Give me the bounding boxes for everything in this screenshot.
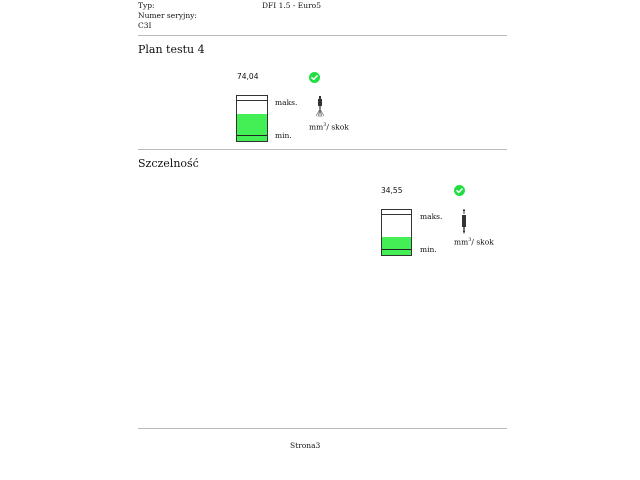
level-gauge: [381, 209, 412, 256]
unit-base: mm: [309, 122, 324, 132]
gauge-top-line: [382, 214, 411, 215]
injector-icon: [459, 209, 469, 235]
serial-value: C3I: [138, 21, 152, 30]
gauge-min-line: [382, 249, 411, 250]
max-label: maks.: [420, 212, 443, 221]
gauge-fill: [382, 237, 411, 255]
unit-label: [309, 122, 349, 132]
gauge-fill: [237, 114, 267, 141]
unit-exponent: 3: [468, 237, 472, 243]
unit-rest: / skok: [326, 122, 349, 132]
type-value: DFI 1.5 - Euro5: [262, 1, 321, 10]
min-label: min.: [275, 131, 292, 140]
page-number: Strona3: [290, 441, 321, 450]
max-label: maks.: [275, 98, 298, 107]
gauge-top-line: [237, 100, 267, 101]
section-title: Plan testu 4: [138, 43, 205, 56]
unit-base: mm: [454, 237, 469, 247]
divider: [138, 35, 507, 36]
unit-rest: / skok: [471, 237, 494, 247]
divider: [138, 149, 507, 150]
status-circle: [309, 72, 320, 83]
unit-label: [454, 237, 494, 247]
min-label: min.: [420, 245, 437, 254]
serial-label: Numer seryjny:: [138, 11, 197, 20]
status-circle: [454, 185, 465, 196]
check-circle-icon: [309, 72, 320, 83]
measurement-value: 34,55: [381, 186, 403, 195]
type-label: Typ:: [138, 1, 155, 10]
injector-icon: [313, 96, 327, 118]
footer-divider: [138, 428, 507, 429]
gauge-min-line: [237, 135, 267, 136]
section-title: Szczelność: [138, 157, 199, 170]
measurement-value: 74,04: [237, 72, 259, 81]
level-gauge: [236, 95, 268, 142]
check-circle-icon: [454, 185, 465, 196]
unit-exponent: 3: [323, 122, 327, 128]
